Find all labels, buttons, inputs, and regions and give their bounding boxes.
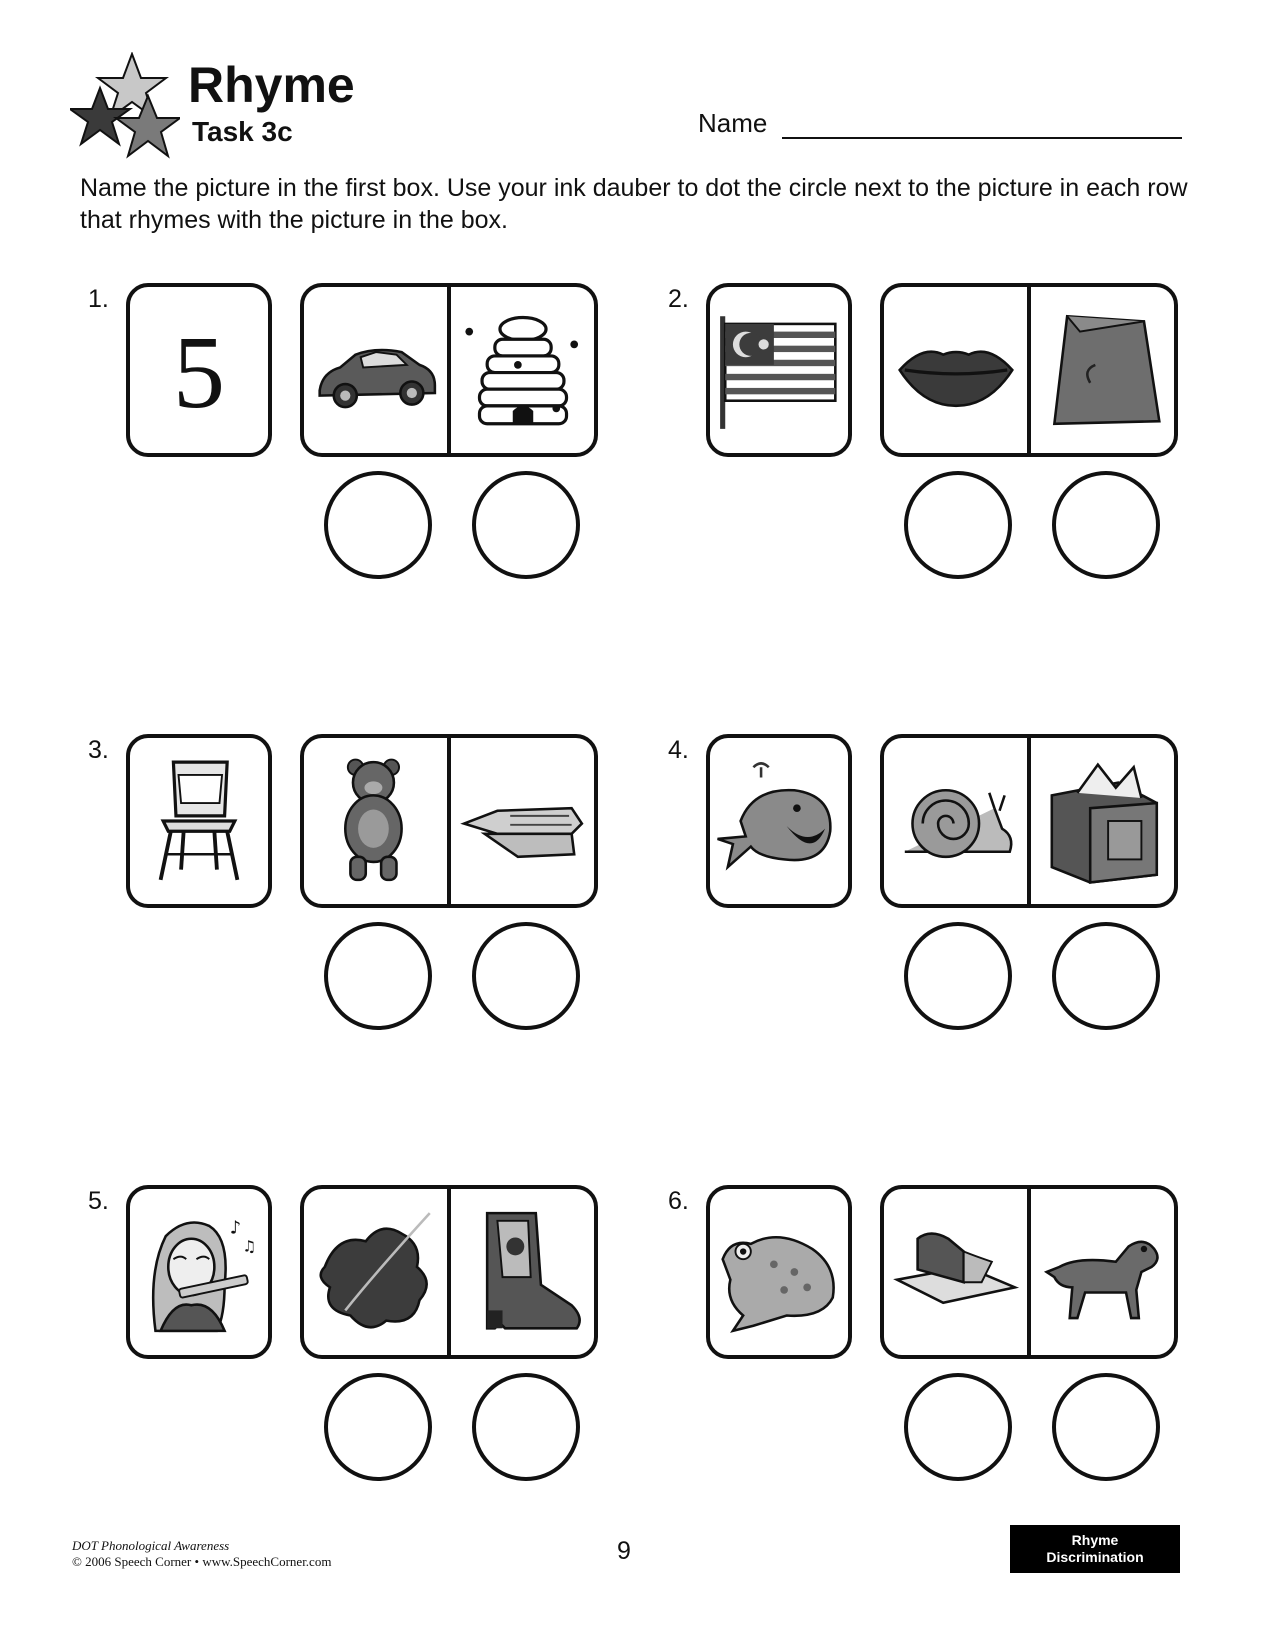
rhyme-item-3 — [88, 734, 648, 1094]
rhyme-item-6 — [668, 1185, 1228, 1545]
answer-circle-right[interactable] — [1052, 922, 1160, 1030]
beehive-icon — [459, 306, 587, 434]
item-number: 2. — [668, 285, 689, 313]
name-label: Name — [698, 108, 768, 138]
frog-icon — [715, 1208, 843, 1336]
page-number: 9 — [617, 1537, 631, 1565]
publication-name: DOT Phonological Awareness — [72, 1538, 230, 1553]
choice-picture-left — [884, 1189, 1031, 1355]
choice-picture-right — [1031, 287, 1174, 453]
badge-line-2: Discrimination — [1046, 1549, 1144, 1565]
boot-icon — [459, 1208, 587, 1336]
rhyme-item-4 — [668, 734, 1228, 1094]
snail-icon — [892, 757, 1020, 885]
answer-circle-left[interactable] — [904, 922, 1012, 1030]
answer-circle-left[interactable] — [904, 1373, 1012, 1481]
svg-text:♫: ♫ — [242, 1237, 257, 1256]
answer-circle-left[interactable] — [904, 471, 1012, 579]
choice-picture-left — [304, 738, 451, 904]
target-picture-box — [126, 734, 272, 908]
footer-credits — [72, 1538, 331, 1570]
answer-circle-left[interactable] — [324, 922, 432, 1030]
choice-picture-right — [1031, 738, 1174, 904]
choice-picture-left — [884, 287, 1031, 453]
leaf-icon — [312, 1208, 440, 1336]
item-number: 5. — [88, 1187, 109, 1215]
whale-icon — [715, 757, 843, 885]
answer-circle-right[interactable] — [1052, 1373, 1160, 1481]
item-number: 3. — [88, 736, 109, 764]
chair-icon — [135, 757, 263, 885]
answer-circle-right[interactable] — [1052, 471, 1160, 579]
rhyme-item-2 — [668, 283, 1228, 643]
book-icon — [1039, 757, 1167, 885]
stars-logo-icon — [70, 52, 180, 162]
girl-playing-flute-icon — [135, 1208, 263, 1336]
answer-circle-right[interactable] — [472, 1373, 580, 1481]
answer-circle-right[interactable] — [472, 922, 580, 1030]
number-five-icon: 5 — [173, 315, 225, 430]
choice-picture-right — [451, 1189, 594, 1355]
gloves-icon — [459, 757, 587, 885]
page-title: Rhyme — [188, 57, 355, 113]
target-picture-box — [126, 283, 272, 457]
car-icon — [312, 306, 440, 434]
choice-picture-box — [300, 1185, 598, 1359]
item-number: 4. — [668, 736, 689, 764]
choice-picture-right — [451, 287, 594, 453]
task-subtitle: Task 3c — [192, 116, 293, 147]
choice-picture-box — [880, 1185, 1178, 1359]
badge-line-1: Rhyme — [1071, 1532, 1119, 1548]
answer-circle-left[interactable] — [324, 1373, 432, 1481]
answer-circle-right[interactable] — [472, 471, 580, 579]
svg-text:♪: ♪ — [229, 1217, 242, 1239]
answer-circle-left[interactable] — [324, 471, 432, 579]
target-picture-box — [706, 1185, 852, 1359]
section-badge — [1010, 1525, 1180, 1573]
item-number: 6. — [668, 1187, 689, 1215]
choice-picture-right — [451, 738, 594, 904]
lips-icon — [892, 306, 1020, 434]
dog-icon — [1039, 1208, 1167, 1336]
bear-icon — [312, 757, 440, 885]
target-picture-box — [706, 283, 852, 457]
choice-picture-box — [880, 283, 1178, 457]
choice-picture-box — [300, 283, 598, 457]
bread-icon — [892, 1208, 1020, 1336]
instructions: Name the picture in the first box. Use your ink dauber to dot the circle next to the picture in each row that rhymes with the picture in the box. — [80, 174, 1188, 234]
target-picture-box — [706, 734, 852, 908]
flag-icon — [715, 306, 843, 434]
rhyme-item-5 — [88, 1185, 648, 1545]
choice-picture-right — [1031, 1189, 1174, 1355]
item-number: 1. — [88, 285, 109, 313]
target-picture-box — [126, 1185, 272, 1359]
copyright: © 2006 Speech Corner • www.SpeechCorner.com — [72, 1554, 332, 1569]
choice-picture-left — [884, 738, 1031, 904]
choice-picture-box — [300, 734, 598, 908]
choice-picture-left — [304, 287, 451, 453]
choice-picture-box — [880, 734, 1178, 908]
choice-picture-left — [304, 1189, 451, 1355]
name-field[interactable] — [782, 137, 1182, 139]
paper-bag-icon — [1039, 306, 1167, 434]
rhyme-item-1 — [88, 283, 648, 643]
